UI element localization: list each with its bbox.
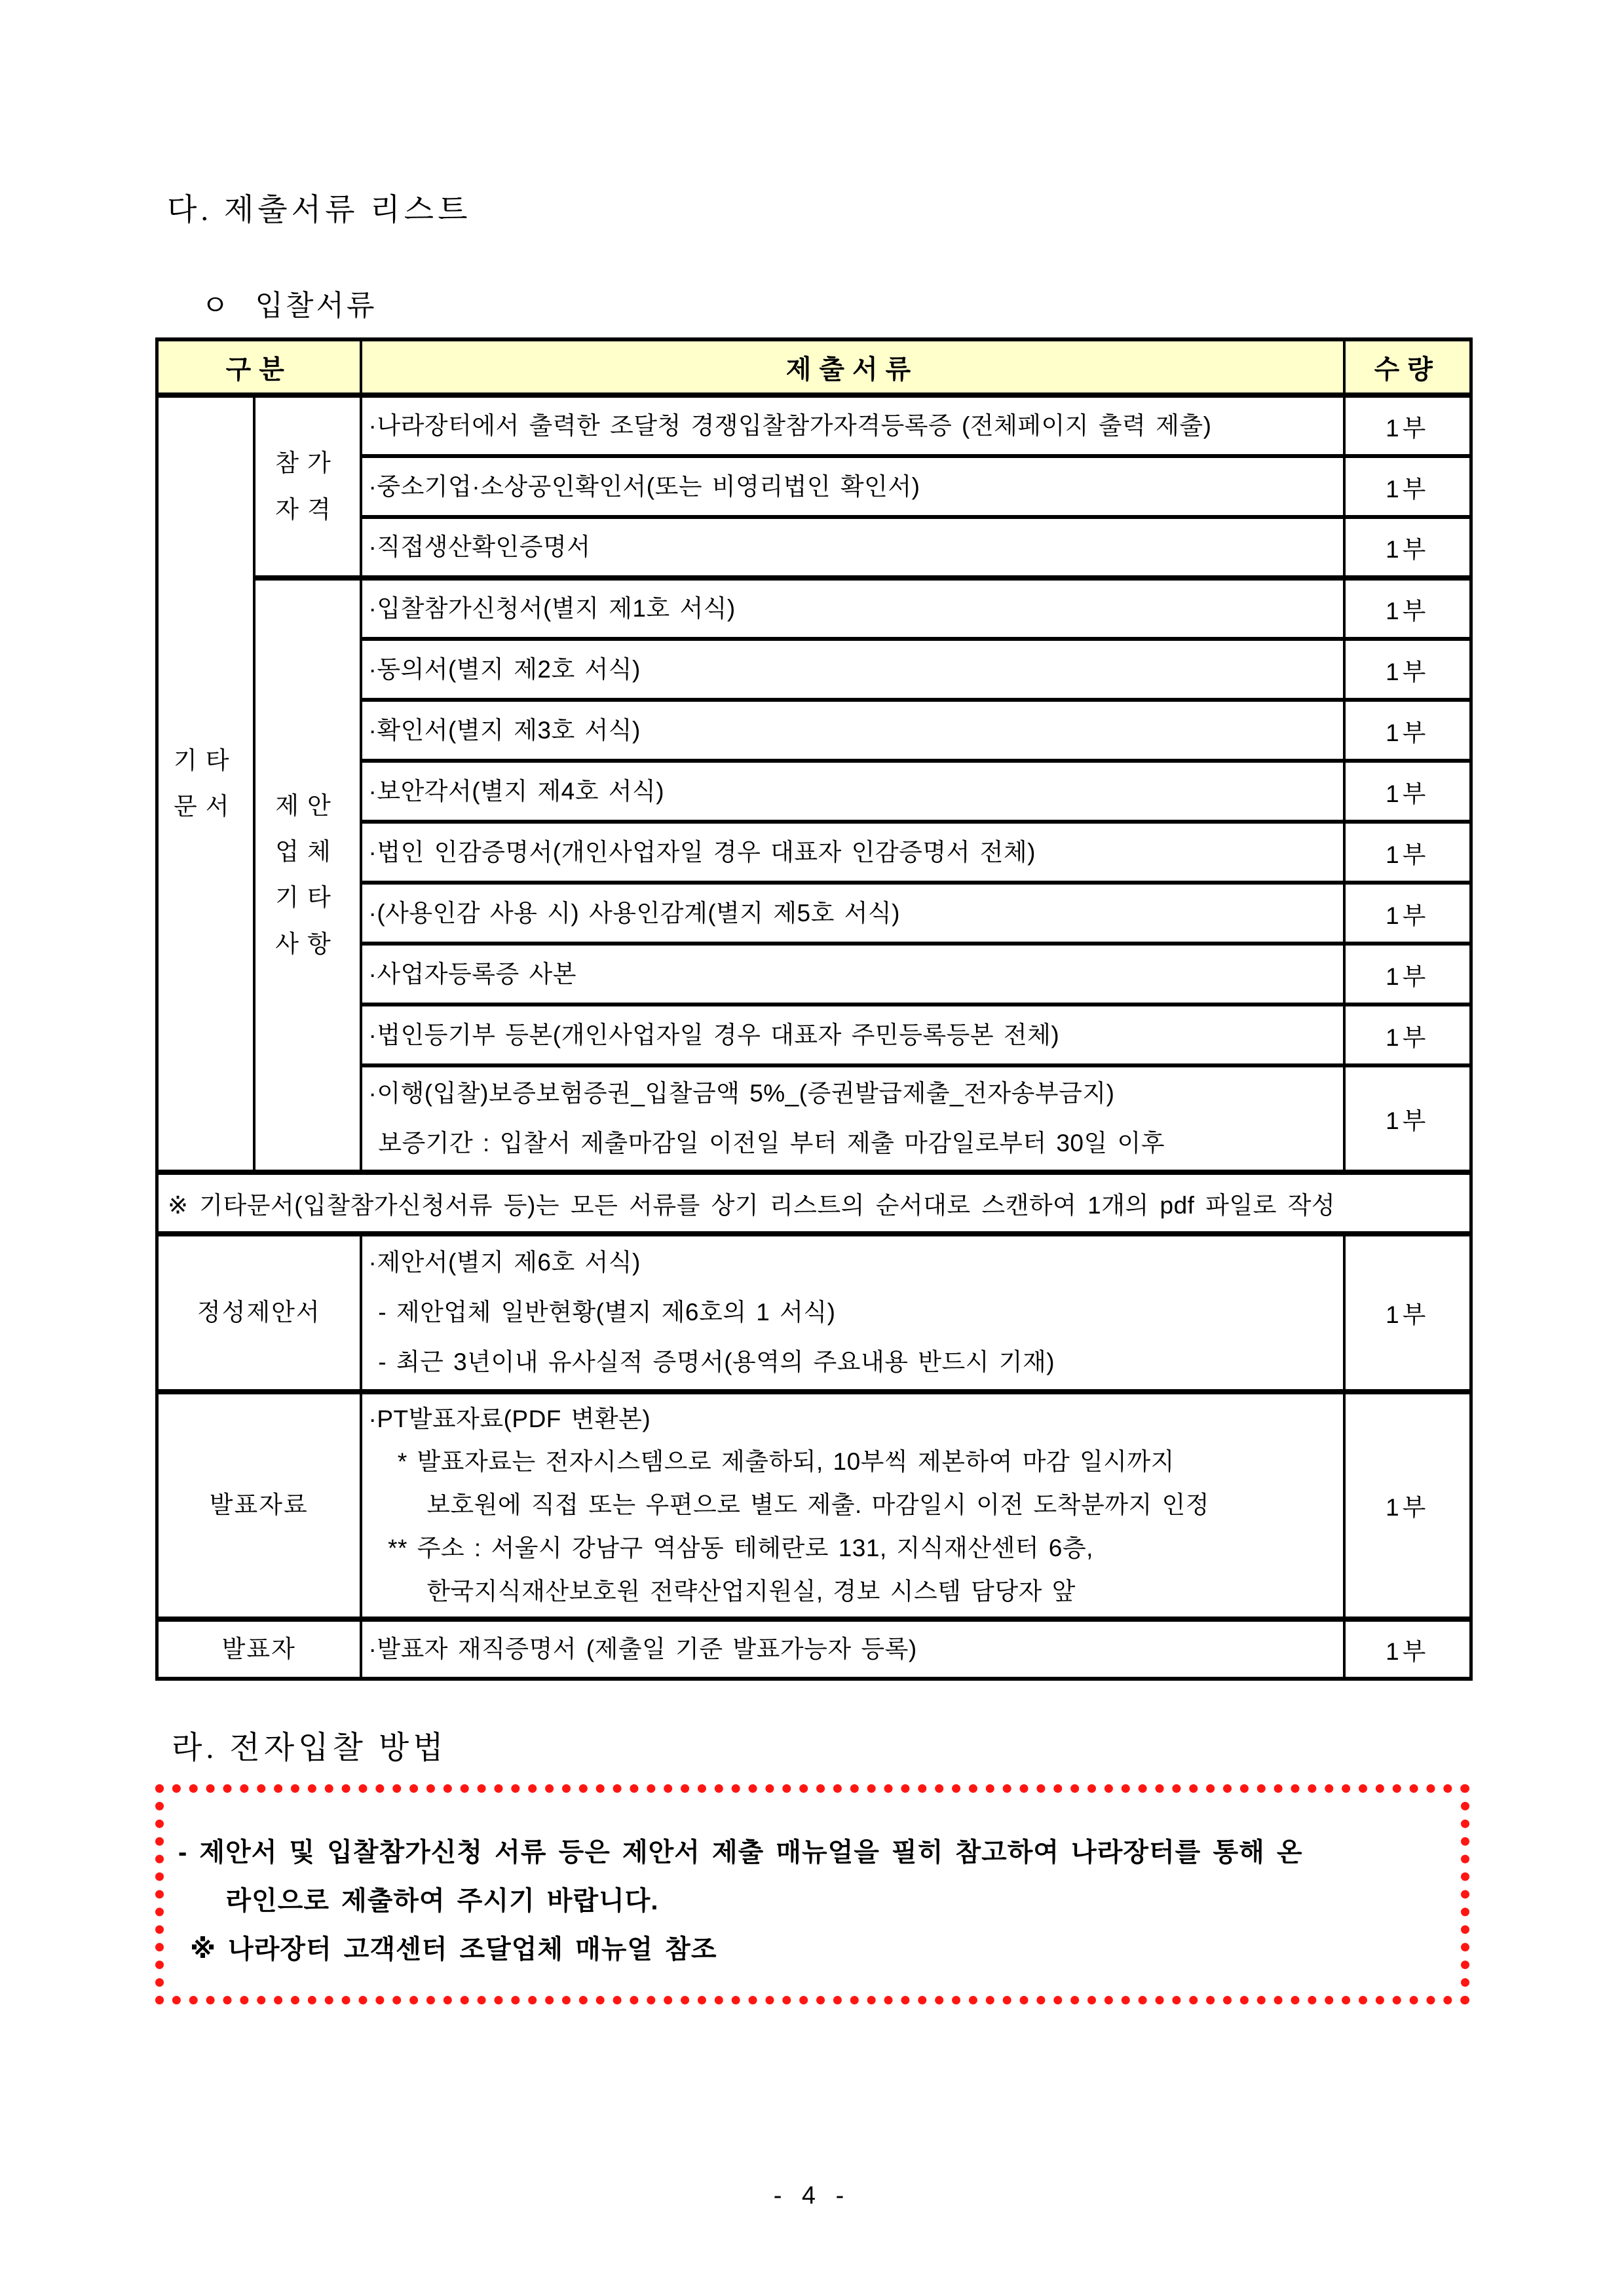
subheading-label: 입찰서류: [255, 290, 377, 322]
qty-cell: 1부: [1344, 1619, 1471, 1679]
doc-cell: ·입찰참가신청서(별지 제1호 서식): [361, 578, 1344, 639]
qty-cell: 1부: [1344, 1234, 1471, 1392]
submission-documents-table: [155, 337, 1473, 1681]
section-heading-electronic-bidding: 라. 전자입찰 방법: [172, 1731, 447, 1765]
doc-cell: ·발표자 재직증명서 (제출일 기준 발표가능자 등록): [361, 1619, 1344, 1679]
scan-instruction-note: ※ 기타문서(입찰참가신청서류 등)는 모든 서류를 상기 리스트의 순서대로 스캔하여 1개의 pdf 파일로 작성: [157, 1172, 1471, 1234]
table-row: [157, 1392, 1471, 1619]
col-header-documents: 제출서류: [361, 339, 1344, 395]
qty-cell: 1부: [1344, 639, 1471, 700]
doc-cell: ·법인등기부 등본(개인사업자일 경우 대표자 주민등록등본 전체): [361, 1004, 1344, 1065]
qty-cell: 1부: [1344, 1392, 1471, 1619]
doc-cell: ·(사용인감 사용 시) 사용인감계(별지 제5호 서식): [361, 883, 1344, 944]
subsection-heading-bid-documents: [201, 282, 377, 324]
doc-cell: ·동의서(별지 제2호 서식): [361, 639, 1344, 700]
col-header-quantity: 수량: [1344, 339, 1471, 395]
section-heading-submission-list: 다. 제출서류 리스트: [167, 193, 472, 227]
qty-cell: 1부: [1344, 1065, 1471, 1172]
qty-cell: 1부: [1344, 517, 1471, 578]
circle-bullet-marker: ㅇ: [201, 290, 232, 322]
section-label-presentation-materials: 발표자료: [157, 1392, 361, 1619]
qty-cell: 1부: [1344, 456, 1471, 517]
doc-cell: ·확인서(별지 제3호 서식): [361, 700, 1344, 761]
qty-cell: 1부: [1344, 700, 1471, 761]
qty-cell: 1부: [1344, 578, 1471, 639]
qty-cell: 1부: [1344, 1004, 1471, 1065]
table-row: [157, 578, 1471, 639]
group-label-etc-docs: 기타 문서: [157, 395, 254, 1172]
table-note-row: [157, 1172, 1471, 1234]
group-label-participation-qualification: 참가 자격: [254, 395, 361, 578]
notice-text: - 제안서 및 입찰참가신청 서류 등은 제안서 제출 매뉴얼을 필히 참고하여 나라장터를 통해 온 라인으로 제출하여 주시기 바랍니다. ※ 나라장터 고객센터 조달업체 매뉴얼 참조: [178, 1838, 1303, 1964]
table-row: [157, 1619, 1471, 1679]
qty-cell: 1부: [1344, 761, 1471, 822]
doc-cell: ·중소기업·소상공인확인서(또는 비영리법인 확인서): [361, 456, 1344, 517]
doc-cell: ·제안서(별지 제6호 서식) - 제안업체 일반현황(별지 제6호의 1 서식) - 최근 3년이내 유사실적 증명서(용역의 주요내용 반드시 기재): [361, 1234, 1344, 1392]
doc-cell: ·사업자등록증 사본: [361, 944, 1344, 1004]
section-label-qualitative-proposal: 정성제안서: [157, 1234, 361, 1392]
qty-cell: 1부: [1344, 822, 1471, 883]
notice-box: [155, 1784, 1469, 2004]
doc-cell: ·법인 인감증명서(개인사업자일 경우 대표자 인감증명서 전체): [361, 822, 1344, 883]
page-number: - 4 -: [773, 2182, 851, 2210]
table-row: [157, 1234, 1471, 1392]
qty-cell: 1부: [1344, 395, 1471, 456]
doc-cell: ·나라장터에서 출력한 조달청 경쟁입찰참가자격등록증 (전체페이지 출력 제출): [361, 395, 1344, 456]
col-header-category: 구분: [157, 339, 361, 395]
group-label-proposal-company-etc: 제안 업체 기타 사항: [254, 578, 361, 1172]
doc-cell: ·이행(입찰)보증보험증권_입찰금액 5%_(증권발급제출_전자송부금지) 보증기간 : 입찰서 제출마감일 이전일 부터 제출 마감일로부터 30일 이후: [361, 1065, 1344, 1172]
qty-cell: 1부: [1344, 944, 1471, 1004]
qty-cell: 1부: [1344, 883, 1471, 944]
doc-cell: ·보안각서(별지 제4호 서식): [361, 761, 1344, 822]
section-label-presenter: 발표자: [157, 1619, 361, 1679]
table-row: [157, 395, 1471, 456]
doc-cell: ·PT발표자료(PDF 변환본) * 발표자료는 전자시스템으로 제출하되, 10부씩 제본하여 마감 일시까지 보호원에 직접 또는 우편으로 별도 제출. 마감일시 이전 도착분까지 인정 ** 주소 : 서울시 강남구 역삼동 테헤란로 131, 지식재산센터 6층, 한국지식재산보호원 전략산업지원실, 경보 시스템 담당자 앞: [361, 1392, 1344, 1619]
doc-cell: ·직접생산확인증명서: [361, 517, 1344, 578]
table-header-row: [157, 339, 1471, 395]
